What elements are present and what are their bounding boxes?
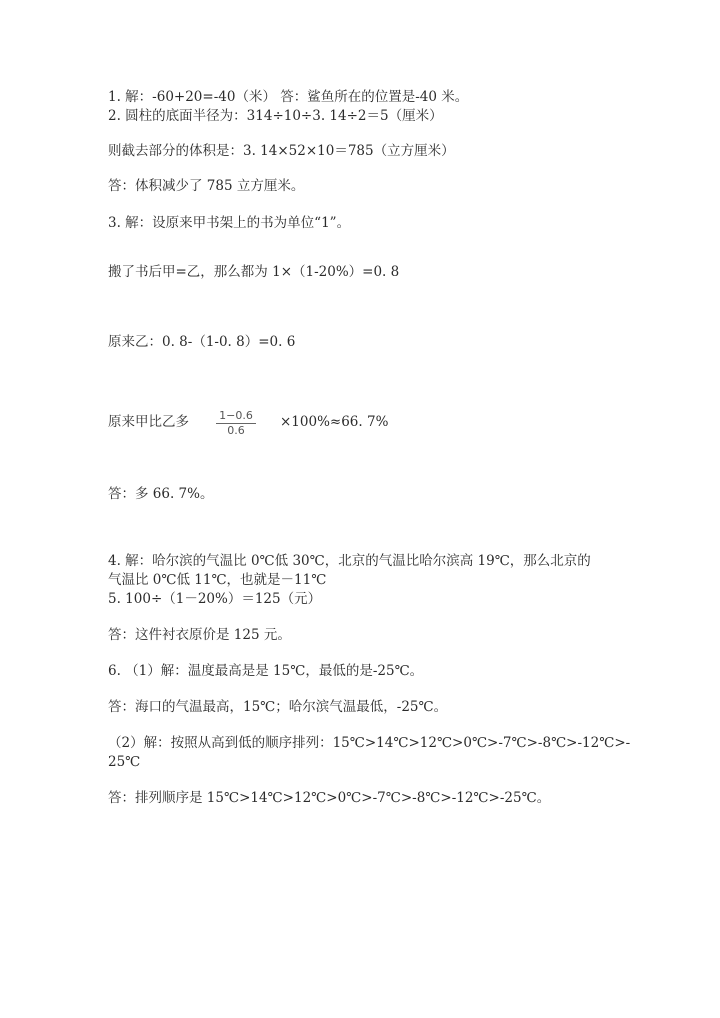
fraction-numerator: 1−0.6 — [216, 409, 256, 424]
line-17: 25℃ — [108, 754, 141, 770]
line-13: 答：这件衬衣原价是 125 元。 — [108, 627, 291, 643]
line-5: 3. 解：设原来甲书架上的书为单位“1”。 — [108, 215, 351, 231]
line-6: 搬了书后甲=乙，那么都为 1×（1-20%）=0. 8 — [108, 264, 400, 280]
line-4: 答：体积减少了 785 立方厘米。 — [108, 178, 305, 194]
line-14: 6. （1）解：温度最高是是 15℃，最低的是-25℃。 — [108, 663, 424, 679]
line-2: 2. 圆柱的底面半径为：314÷10÷3. 14÷2＝5（厘米） — [108, 108, 443, 124]
line-3: 则截去部分的体积是：3. 14×52×10＝785（立方厘米） — [108, 143, 455, 159]
line-9: 答：多 66. 7%。 — [108, 486, 214, 502]
fraction-denominator: 0.6 — [227, 424, 245, 437]
line-16: （2）解：按照从高到低的顺序排列：15℃>14℃>12℃>0℃>-7℃>-8℃>-12℃>- — [108, 735, 631, 751]
line-7: 原来乙：0. 8-（1-0. 8）=0. 6 — [108, 334, 296, 350]
line-1: 1. 解：-60+20=-40（米） 答：鲨鱼所在的位置是-40 米。 — [108, 89, 469, 105]
line-11: 气温比 0℃低 11℃，也就是－11℃ — [108, 572, 327, 588]
line-18: 答：排列顺序是 15℃>14℃>12℃>0℃>-7℃>-8℃>-12℃>-25℃。 — [108, 790, 551, 806]
line-10: 4. 解：哈尔滨的气温比 0℃低 30℃，北京的气温比哈尔滨高 19℃，那么北京的 — [108, 553, 591, 569]
line-15: 答：海口的气温最高，15℃；哈尔滨气温最低，-25℃。 — [108, 699, 448, 715]
line-12: 5. 100÷（1－20%）＝125（元） — [108, 591, 322, 607]
fraction — [216, 409, 256, 438]
fraction-suffix: ×100%≈66. 7% — [280, 414, 389, 430]
line-8: 原来甲比乙多 — [108, 414, 189, 430]
